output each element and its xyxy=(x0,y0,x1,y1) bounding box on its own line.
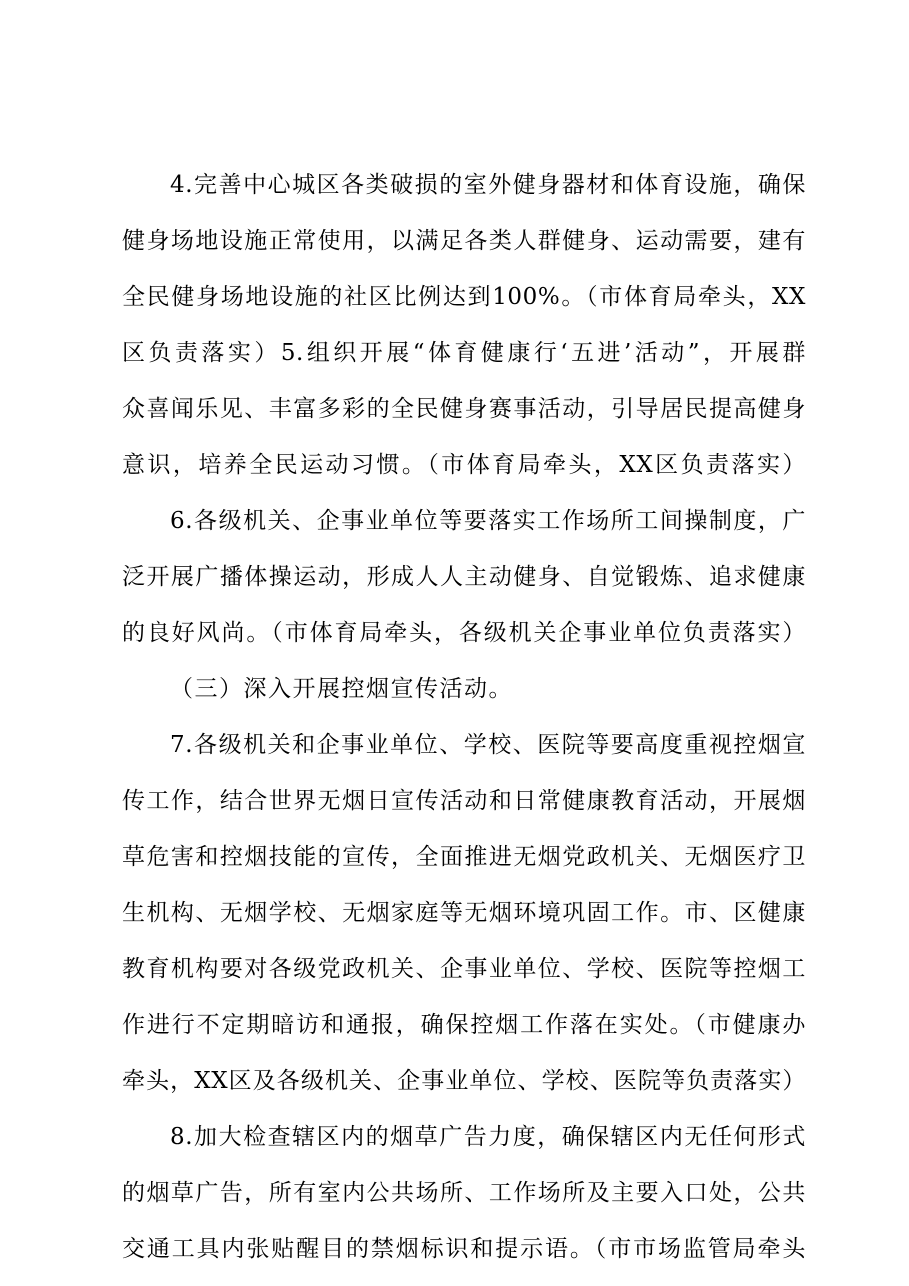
paragraph-7-line-7: 牵头，XX区及各级机关、企事业单位、学校、医院等负责落实） xyxy=(122,1068,806,1094)
paragraph-4-line-2: 健身场地设施正常使用，以满足各类人群健身、运动需要，建有 xyxy=(122,228,806,254)
paragraph-8-line-3: 交通工具内张贴醒目的禁烟标识和提示语。（市市场监管局牵头 xyxy=(122,1236,806,1262)
paragraph-7-line-2: 传工作，结合世界无烟日宣传活动和日常健康教育活动，开展烟 xyxy=(122,788,806,814)
paragraph-8-line-1: 8.加大检查辖区内的烟草广告力度，确保辖区内无任何形式 xyxy=(170,1124,806,1150)
paragraph-6-line-3: 的良好风尚。（市体育局牵头，各级机关企事业单位负责落实） xyxy=(122,620,806,646)
paragraph-6-line-1: 6.各级机关、企事业单位等要落实工作场所工间操制度，广 xyxy=(170,508,806,534)
paragraph-4-line-6: 意识，培养全民运动习惯。（市体育局牵头，XX区负责落实） xyxy=(122,452,806,478)
paragraph-7-line-3: 草危害和控烟技能的宣传，全面推进无烟党政机关、无烟医疗卫 xyxy=(122,844,806,870)
paragraph-7-line-6: 作进行不定期暗访和通报，确保控烟工作落在实处。（市健康办 xyxy=(122,1012,806,1038)
paragraph-7-line-5: 教育机构要对各级党政机关、企事业单位、学校、医院等控烟工 xyxy=(122,956,806,982)
paragraph-4-line-3: 全民健身场地设施的社区比例达到100%。（市体育局牵头，XX xyxy=(122,284,806,310)
paragraph-7-line-1: 7.各级机关和企事业单位、学校、医院等要高度重视控烟宣 xyxy=(170,732,806,758)
paragraph-4-line-5: 众喜闻乐见、丰富多彩的全民健身赛事活动，引导居民提高健身 xyxy=(122,396,806,422)
paragraph-4-line-1: 4.完善中心城区各类破损的室外健身器材和体育设施，确保 xyxy=(170,172,806,198)
paragraph-4-line-4: 区负责落实）5.组织开展“体育健康行‘五进’活动”，开展群 xyxy=(122,340,806,366)
paragraph-7-line-4: 生机构、无烟学校、无烟家庭等无烟环境巩固工作。市、区健康 xyxy=(122,900,806,926)
paragraph-6-line-2: 泛开展广播体操运动，形成人人主动健身、自觉锻炼、追求健康 xyxy=(122,564,806,590)
section-heading: （三）深入开展控烟宣传活动。 xyxy=(170,676,513,702)
paragraph-8-line-2: 的烟草广告，所有室内公共场所、工作场所及主要入口处，公共 xyxy=(122,1180,806,1206)
